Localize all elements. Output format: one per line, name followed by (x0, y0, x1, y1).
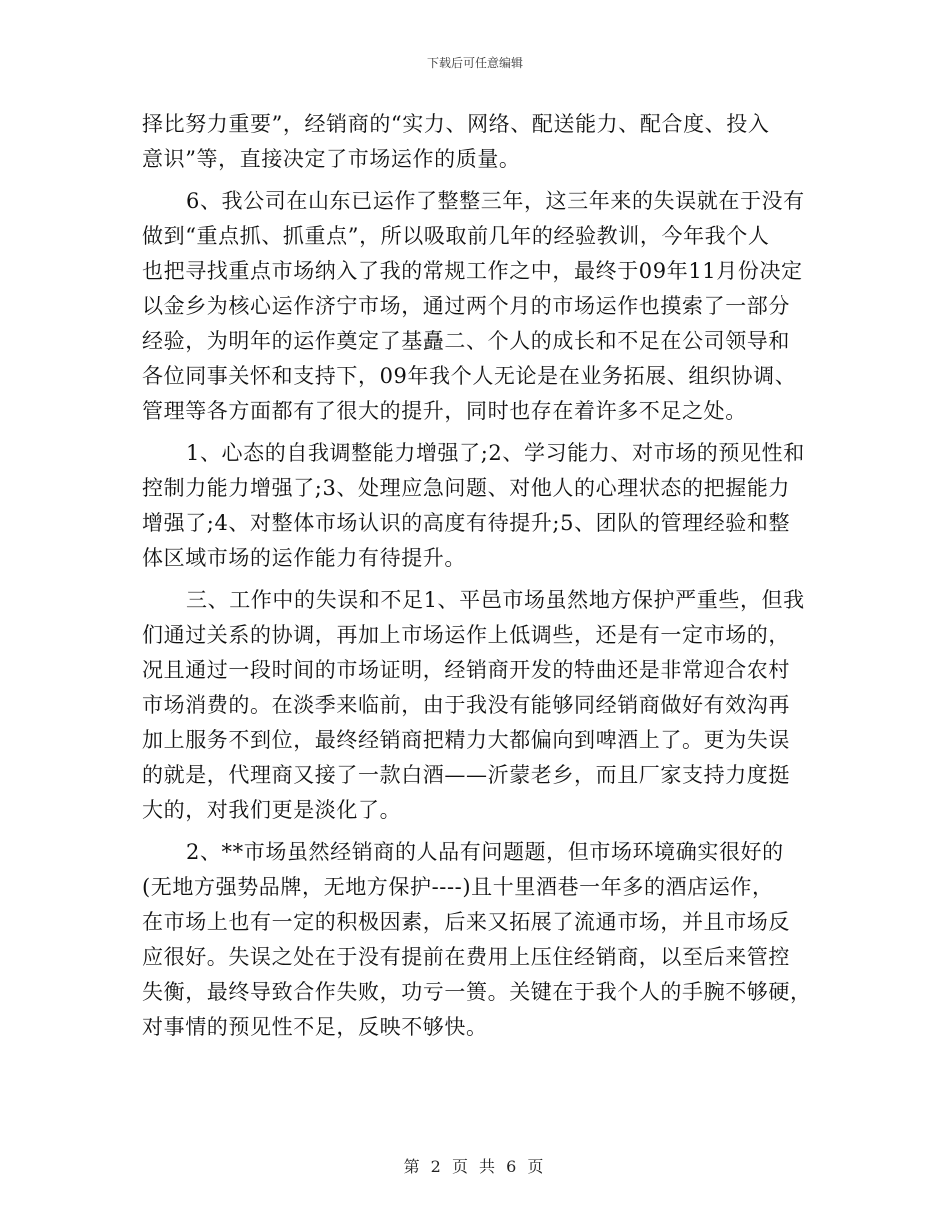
paragraph (142, 184, 810, 429)
paragraph (142, 436, 810, 576)
text-line: 意识”等，直接决定了市场运作的质量。 (142, 147, 521, 171)
text-line: 6、我公司在山东已运作了整整三年，这三年来的失误就在于没有 (186, 189, 805, 213)
text-line: 的就是，代理商又接了一款白酒——沂蒙老乡，而且厂家支持力度挺 (142, 763, 790, 787)
document-body (142, 107, 810, 1045)
text-line: 大的，对我们更是淡化了。 (142, 798, 402, 822)
text-line: 失衡，最终导致合作失败，功亏一篑。关键在于我个人的手腕不够硬， (142, 980, 812, 1004)
page-header: 下载后可任意编辑 (426, 56, 523, 70)
paragraph (142, 107, 810, 177)
text-line: 们通过关系的协调，再加上市场运作上低调些，还是有一定市场的， (142, 623, 790, 647)
text-line: 2、**市场虽然经销商的人品有问题题，但市场环境确实很好的 (186, 840, 784, 864)
text-line: (无地方强势品牌，无地方保护----)且十里酒巷一年多的酒店运作， (142, 875, 774, 899)
text-line: 增强了;4、对整体市场认识的高度有待提升;5、团队的管理经验和整 (142, 511, 791, 535)
text-line: 择比努力重要”，经销商的“实力、网络、配送能力、配合度、投入 (142, 112, 770, 136)
text-line: 体区域市场的运作能力有待提升。 (142, 546, 466, 570)
text-line: 三、工作中的失误和不足1、平邑市场虽然地方保护严重些，但我 (186, 588, 805, 612)
text-line: 市场消费的。在淡季来临前，由于我没有能够同经销商做好有效沟再 (142, 693, 790, 717)
text-line: 在市场上也有一定的积极因素，后来又拓展了流通市场，并且市场反 (142, 910, 790, 934)
text-line: 况且通过一段时间的市场证明，经销商开发的特曲还是非常迎合农村 (142, 658, 790, 682)
text-line: 对事情的预见性不足，反映不够快。 (142, 1015, 488, 1039)
text-line: 以金乡为核心运作济宁市场，通过两个月的市场运作也摸索了一部分 (142, 294, 790, 318)
text-line: 控制力能力增强了;3、处理应急问题、对他人的心理状态的把握能力 (142, 476, 791, 500)
text-line: 管理等各方面都有了很大的提升，同时也存在着许多不足之处。 (142, 399, 747, 423)
text-line: 做到“重点抓、抓重点”，所以吸取前几年的经验教训，今年我个人 (142, 224, 770, 248)
text-line: 经验，为明年的运作奠定了基矗二、个人的成长和不足在公司领导和 (142, 329, 790, 353)
paragraph (142, 835, 810, 1045)
paragraph (142, 583, 810, 828)
text-line: 应很好。失误之处在于没有提前在费用上压住经销商，以至后来管控 (142, 945, 790, 969)
text-line: 加上服务不到位，最终经销商把精力大都偏向到啤酒上了。更为失误 (142, 728, 790, 752)
text-line: 各位同事关怀和支持下，09年我个人无论是在业务拓展、组织协调、 (142, 364, 797, 388)
text-line: 1、心态的自我调整能力增强了;2、学习能力、对市场的预见性和 (186, 441, 805, 465)
text-line: 也把寻找重点市场纳入了我的常规工作之中，最终于09年11月份决定 (142, 259, 803, 283)
page-footer: 第 2 页 共 6 页 (403, 1157, 547, 1176)
